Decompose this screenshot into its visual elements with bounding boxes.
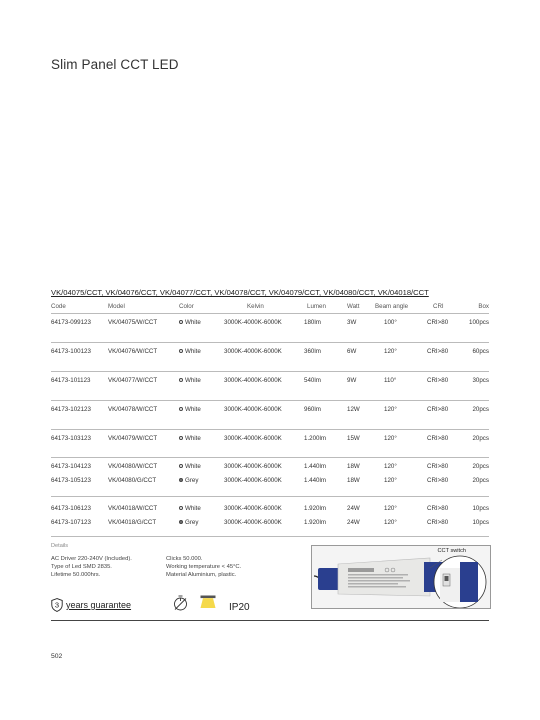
cell-box: 10pcs [472,519,489,526]
cell-kelvin: 3000K-4000K-6000K [224,463,282,470]
detail-line: Working temperature < 45°C. [166,564,242,570]
color-swatch-icon [179,464,183,468]
guarantee-text: years guarantee [66,600,132,610]
cell-cri: CRI>80 [427,435,449,442]
bottom-divider [51,620,489,621]
cell-code: 64173-107123 [51,519,91,526]
cell-color [179,463,201,470]
table-row [51,406,489,418]
row-group [51,435,489,447]
cell-beam: 120° [384,463,397,470]
table-row [51,463,489,477]
cell-cri: CRI>80 [427,519,449,526]
color-swatch-icon [179,407,183,411]
row-divider [51,496,489,497]
detail-line: Type of Led SMD 2835. [51,564,112,570]
cell-model: VK/04076/W/CCT [108,348,158,355]
models-list: VK/04075/CCT, VK/04076/CCT, VK/04077/CCT, VK/04078/CCT, VK/04079/CCT, VK/04080/CCT, VK/04018/CCT [51,288,429,297]
cell-cri: CRI>80 [427,348,449,355]
row-group [51,463,489,489]
row-divider [51,457,489,458]
cell-kelvin: 3000K-4000K-6000K [224,319,282,326]
cell-model: VK/04018/W/CCT [108,505,158,512]
header-beam: Beam angle [375,303,409,310]
color-label: White [185,505,201,512]
cell-beam: 100° [384,319,397,326]
shield-icon [51,598,63,612]
cell-lumen: 540lm [304,377,321,384]
cell-lumen: 1.440lm [304,463,327,470]
row-divider [51,371,489,372]
page-number: 502 [51,653,63,660]
cell-beam: 120° [384,505,397,512]
cell-color [179,348,201,355]
color-label: Grey [185,519,199,526]
product-photo [311,545,491,609]
cell-beam: 120° [384,477,397,484]
table-row [51,348,489,360]
color-label: White [185,377,201,384]
color-swatch-icon [179,349,183,353]
detail-line: Clicks 50.000. [166,556,203,562]
table-row [51,319,489,331]
color-swatch-icon [179,478,183,482]
cell-box: 20pcs [472,406,489,413]
cell-watt: 12W [347,406,360,413]
cell-cri: CRI>80 [427,463,449,470]
cell-beam: 120° [384,435,397,442]
cell-watt: 3W [347,319,357,326]
cell-box: 20pcs [472,477,489,484]
header-box: Box [478,303,489,310]
no-dimmer-icon [172,595,189,612]
header-color: Color [179,303,194,310]
cell-kelvin: 3000K-4000K-6000K [224,348,282,355]
table-row [51,519,489,531]
row-divider [51,429,489,430]
cell-code: 64173-105123 [51,477,91,484]
header-model: Model [108,303,125,310]
cell-box: 20pcs [472,463,489,470]
table-row [51,435,489,447]
cell-code: 64173-101123 [51,377,91,384]
cell-cri: CRI>80 [427,406,449,413]
cell-color [179,477,198,484]
header-cri: CRI [433,303,444,310]
table-row [51,477,489,489]
cell-box: 30pcs [472,377,489,384]
cell-watt: 9W [347,377,357,384]
cell-lumen: 1.200lm [304,435,327,442]
details-col2 [166,555,241,579]
row-group [51,505,489,531]
row-group [51,319,489,331]
details-label: Details [51,543,69,549]
cell-model: VK/04078/W/CCT [108,406,158,413]
cell-model: VK/04080/G/CCT [108,477,157,484]
cell-cri: CRI>80 [427,377,449,384]
cell-code: 64173-099123 [51,319,91,326]
cell-color [179,406,201,413]
photo-label: CCT switch [437,548,466,554]
row-group [51,377,489,389]
cell-watt: 18W [347,463,360,470]
cell-model: VK/04080/W/CCT [108,463,158,470]
cell-lumen: 1.920lm [304,505,327,512]
cell-cri: CRI>80 [427,319,449,326]
page-title: Slim Panel CCT LED [51,57,179,72]
row-group [51,348,489,360]
cell-beam: 120° [384,406,397,413]
cell-code: 64173-100123 [51,348,91,355]
cell-box: 60pcs [472,348,489,355]
detail-line: Lifetime 50.000hrs. [51,572,101,578]
detail-line: AC Driver 220-240V (Included). [51,556,132,562]
cell-kelvin: 3000K-4000K-6000K [224,377,282,384]
cell-watt: 18W [347,477,360,484]
guarantee [51,598,131,612]
color-label: Grey [185,477,199,484]
led-driver-illustration [312,546,490,608]
color-swatch-icon [179,436,183,440]
cell-color [179,319,201,326]
color-swatch-icon [179,320,183,324]
cell-color [179,519,198,526]
cell-cri: CRI>80 [427,505,449,512]
cell-model: VK/04077/W/CCT [108,377,158,384]
color-swatch-icon [179,378,183,382]
guarantee-number: 3 [54,600,60,610]
header-watt: Watt [347,303,360,310]
cell-beam: 120° [384,519,397,526]
color-label: White [185,319,201,326]
cell-box: 10pcs [472,505,489,512]
cell-box: 20pcs [472,435,489,442]
cell-beam: 120° [384,348,397,355]
row-divider [51,313,489,314]
cell-code: 64173-103123 [51,435,91,442]
cell-color [179,505,201,512]
cell-kelvin: 3000K-4000K-6000K [224,505,282,512]
cell-watt: 24W [347,505,360,512]
spec-table [51,303,489,526]
cell-code: 64173-106123 [51,505,91,512]
cell-watt: 24W [347,519,360,526]
color-swatch-icon [179,520,183,524]
cell-color [179,435,201,442]
color-label: White [185,463,201,470]
cell-watt: 6W [347,348,357,355]
cell-lumen: 360lm [304,348,321,355]
cell-kelvin: 3000K-4000K-6000K [224,477,282,484]
table-row [51,377,489,389]
cell-cri: CRI>80 [427,477,449,484]
cell-kelvin: 3000K-4000K-6000K [224,435,282,442]
color-label: White [185,348,201,355]
cell-code: 64173-104123 [51,463,91,470]
cell-lumen: 1.440lm [304,477,327,484]
row-divider [51,342,489,343]
row-divider [51,536,489,537]
color-swatch-icon [179,506,183,510]
header-kelvin: Kelvin [247,303,264,310]
cell-lumen: 960lm [304,406,321,413]
row-group [51,406,489,418]
detail-line: Material Aluminium, plastic. [166,572,237,578]
cell-model: VK/04079/W/CCT [108,435,158,442]
cell-lumen: 180lm [304,319,321,326]
cell-color [179,377,201,384]
details-col1 [51,555,132,579]
table-row [51,505,489,519]
light-beam-icon [200,595,216,613]
cell-box: 100pcs [469,319,489,326]
header-code: Code [51,303,66,310]
cell-kelvin: 3000K-4000K-6000K [224,519,282,526]
row-divider [51,400,489,401]
cell-lumen: 1.920lm [304,519,327,526]
cell-model: VK/04075/W/CCT [108,319,158,326]
cell-beam: 110° [384,377,397,384]
cell-kelvin: 3000K-4000K-6000K [224,406,282,413]
cell-code: 64173-102123 [51,406,91,413]
color-label: White [185,406,201,413]
cell-watt: 15W [347,435,360,442]
color-label: White [185,435,201,442]
ip-rating: IP20 [229,602,250,613]
cell-model: VK/04018/G/CCT [108,519,157,526]
header-lumen: Lumen [307,303,326,310]
